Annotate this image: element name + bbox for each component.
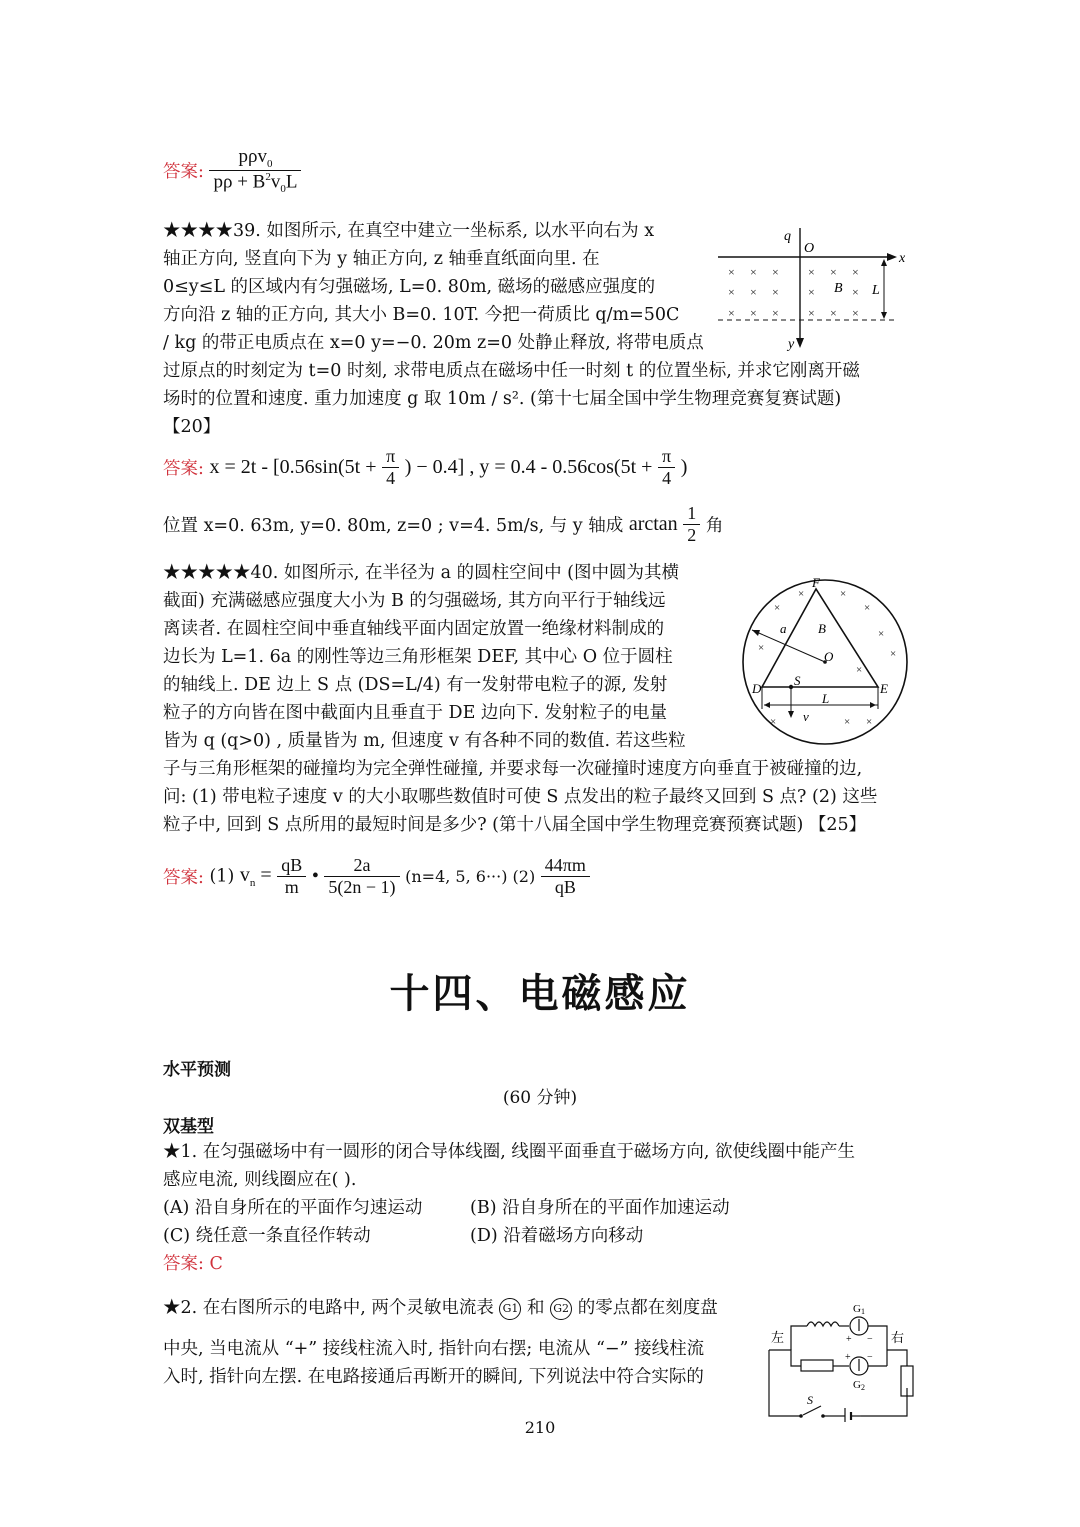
fig40-L-label: L [822,691,830,706]
switch-label: S [807,1393,813,1407]
svg-text:×: × [856,664,863,676]
fig39-O-label: O [804,241,815,256]
g2-meter-symbol: G2 [550,1298,572,1320]
p40-line-6: 粒子的方向皆在图中截面内且垂直于 DE 边向下. 发射粒子的电量 [163,703,668,723]
p39-line-1: ★★★★39. 如图所示, 在真空中建立一坐标系, 以水平向右为 x [163,221,655,241]
q1-option-c: (C) 绕任意一条直径作转动 [163,1226,371,1246]
p39-line-6: 过原点的时刻定为 t=0 时刻, 求带电质点在磁场中任一时刻 t 的位置坐标, 并求它刚离开磁 [163,361,860,381]
g1-label: G1 [853,1303,865,1316]
p40-line-2: 截面) 充满磁感应强度大小为 B 的匀强磁场, 其方向平行于轴线远 [163,591,666,611]
q2-line-2: 中央, 当电流从 “+” 接线柱流入时, 指针向右摆; 电流从 “−” 接线柱流 [163,1339,705,1359]
q1-answer: 答案: C [163,1254,223,1274]
svg-text:+: + [845,1352,851,1363]
svg-text:×: × [864,602,871,614]
svg-text:×: × [772,306,779,320]
p40-line-9: 问: (1) 带电粒子速度 v 的大小取哪些数值时可使 S 点发出的粒子最终又回到 S 点? (2) 这些 [163,787,878,807]
p39-line-5: / kg 的带正电质点在 x=0 y=−0. 20m z=0 处静止释放, 将带电质点 [163,333,704,353]
p39-position-answer: 位置 x=0. 63m, y=0. 80m, z=0 ; v=4. 5m/s, 与 y 轴成 arctan $\frac{1}{2}$ 角 [163,503,724,545]
fig40-v-label: v [803,709,809,724]
svg-text:×: × [750,285,757,299]
answer-39-frac-2: $\frac{\pi}{4}$ [658,446,675,489]
fig39-x-arrow [887,253,897,261]
svg-text:×: × [758,642,765,654]
p39-line-2: 轴正方向, 竖直向下为 y 轴正方向, z 轴垂直纸面向里. 在 [163,249,600,269]
figure-39 [712,220,917,355]
q2-line-1: ★2. 在右图所示的电路中, 两个灵敏电流表 G1 和 G2 的零点都在刻度盘 [163,1298,718,1318]
duration: (60 分钟) [502,1088,578,1108]
answer-40-frac-1: $\frac{qB}{m}$ [277,855,306,898]
answer-40: 答案: (1) $v_n$ = $\frac{qB}{m}$ • $\frac{2a}{5(2n - 1)}$ (n=4, 5, 6···) (2) $\frac{44\pi m}{qB}$ [163,855,590,898]
svg-text:×: × [852,285,859,299]
switch [803,1406,821,1415]
p40-line-3: 离读者. 在圆柱空间中垂直轴线平面内固定放置一绝缘材料制成的 [163,619,665,639]
svg-text:×: × [728,265,735,279]
p40-line-10: 粒子中, 回到 S 点所用的最短时间是多少? (第十八届全国中学生物理竞赛预赛试题) 【25】 [163,815,867,835]
p40-line-4: 边长为 L=1. 6a 的刚性等边三角形框架 DEF, 其中心 O 位于圆柱 [163,647,673,667]
svg-text:×: × [798,588,805,600]
fig40-O-label: O [824,649,834,664]
chapter-title: 十四、电磁感应 [389,971,691,1017]
svg-text:×: × [750,265,757,279]
circuit-right-label: 右 [891,1330,905,1345]
p40-line-5: 的轴线上. DE 边上 S 点 (DS=L/4) 有一发射带电粒子的源, 发射 [163,675,668,695]
q1-option-a: (A) 沿自身所在的平面作匀速运动 [163,1198,423,1218]
svg-text:×: × [808,285,815,299]
svg-text:×: × [772,265,779,279]
q1-line-1: ★1. 在匀强磁场中有一圆形的闭合导体线圈, 线圈平面垂直于磁场方向, 欲使线圈中能产生 [163,1142,856,1162]
page-number: 210 [524,1418,556,1437]
svg-text:−: − [867,1352,873,1363]
svg-text:×: × [852,265,859,279]
q1-option-b: (B) 沿自身所在的平面作加速运动 [470,1198,730,1218]
svg-text:×: × [844,716,851,728]
svg-text:×: × [866,716,873,728]
fig40-E-label: E [880,681,888,696]
p39-line-4: 方向沿 z 轴的正方向, 其大小 B=0. 10T. 今把一荷质比 q/m=50C [163,305,680,325]
svg-text:×: × [808,306,815,320]
g2-label: G2 [853,1379,865,1392]
q1-option-d: (D) 沿着磁场方向移动 [470,1226,644,1246]
svg-text:×: × [728,285,735,299]
svg-text:×: × [830,265,837,279]
answer-40-label: 答案: [163,868,204,888]
q1-line-2: 感应电流, 则线圈应在( ). [163,1170,357,1190]
p39-line-7: 场时的位置和速度. 重力加速度 g 取 10m / s². (第十七届全国中学生物理竞赛复赛试题) [163,389,842,409]
svg-text:×: × [878,628,885,640]
fig39-q-label: q [784,229,791,244]
svg-text:×: × [770,716,777,728]
q2-line-3: 入时, 指针向左摆. 在电路接通后再断开的瞬间, 下列说法中符合实际的 [163,1367,704,1387]
g1-meter-symbol: G1 [499,1298,521,1320]
arctan-fraction: $\frac{1}{2}$ [683,503,700,546]
fig39-y-label: y [788,337,795,352]
answer-39: 答案: x = 2t - [0.56sin(5t + $\frac{\pi}{4}$ ) − 0.4] , y = 0.4 - 0.56cos(5t + $\frac{\pi}{4}$ ) [163,446,688,488]
p40-line-1: ★★★★★40. 如图所示, 在半径为 a 的圆柱空间中 (图中圆为其横 [163,563,679,583]
circuit-wires [769,1350,801,1416]
svg-text:+: + [846,1334,852,1345]
svg-text:×: × [830,306,837,320]
svg-text:×: × [852,306,859,320]
answer-38 [163,146,301,195]
svg-text:×: × [774,602,781,614]
svg-text:−: − [867,1334,873,1345]
fig40-F-label: F [812,575,820,590]
svg-text:×: × [890,648,897,660]
fig40-D-label: D [752,681,762,696]
fig39-x-label: x [899,251,906,266]
p39-line-8: 【20】 [163,417,221,437]
fig39-y-arrow [796,338,804,348]
resistor [801,1360,833,1371]
circuit-left-label: 左 [771,1330,785,1345]
section-type-heading: 双基型 [163,1117,214,1137]
answer-40-frac-2: $\frac{2a}{5(2n - 1)}$ [324,855,399,898]
fig40-B-label: B [818,621,826,636]
answer-39-label: 答案: [163,459,204,479]
level-test-heading: 水平预测 [163,1060,231,1080]
inductor [807,1322,839,1326]
fig40-source [789,685,793,689]
fig40-S-label: S [794,673,801,688]
answer-fraction: $\frac{p\rho v_0}{p\rho + B^2v_0L}$ [209,146,301,195]
svg-text:×: × [728,306,735,320]
svg-text:×: × [750,306,757,320]
fig39-B-label: B [834,281,843,296]
svg-text:×: × [808,265,815,279]
answer-39-frac-1: $\frac{\pi}{4}$ [382,446,399,489]
figure-40 [738,575,913,750]
figure-q2-circuit [765,1300,925,1422]
svg-text:×: × [772,285,779,299]
p40-line-7: 皆为 q (q>0) , 质量皆为 m, 但速度 v 有各种不同的数值. 若这些粒 [163,731,686,751]
svg-text:×: × [840,588,847,600]
fig39-L-label: L [872,283,880,298]
p39-line-3: 0≤y≤L 的区域内有匀强磁场, L=0. 80m, 磁场的磁感应强度的 [163,277,656,297]
p40-line-8: 子与三角形框架的碰撞均为完全弹性碰撞, 并要求每一次碰撞时速度方向垂直于被碰撞的边, [163,759,863,779]
answer-label: 答案: [163,161,204,182]
answer-40-frac-3: $\frac{44\pi m}{qB}$ [541,855,590,898]
fig40-a-label: a [780,621,787,636]
